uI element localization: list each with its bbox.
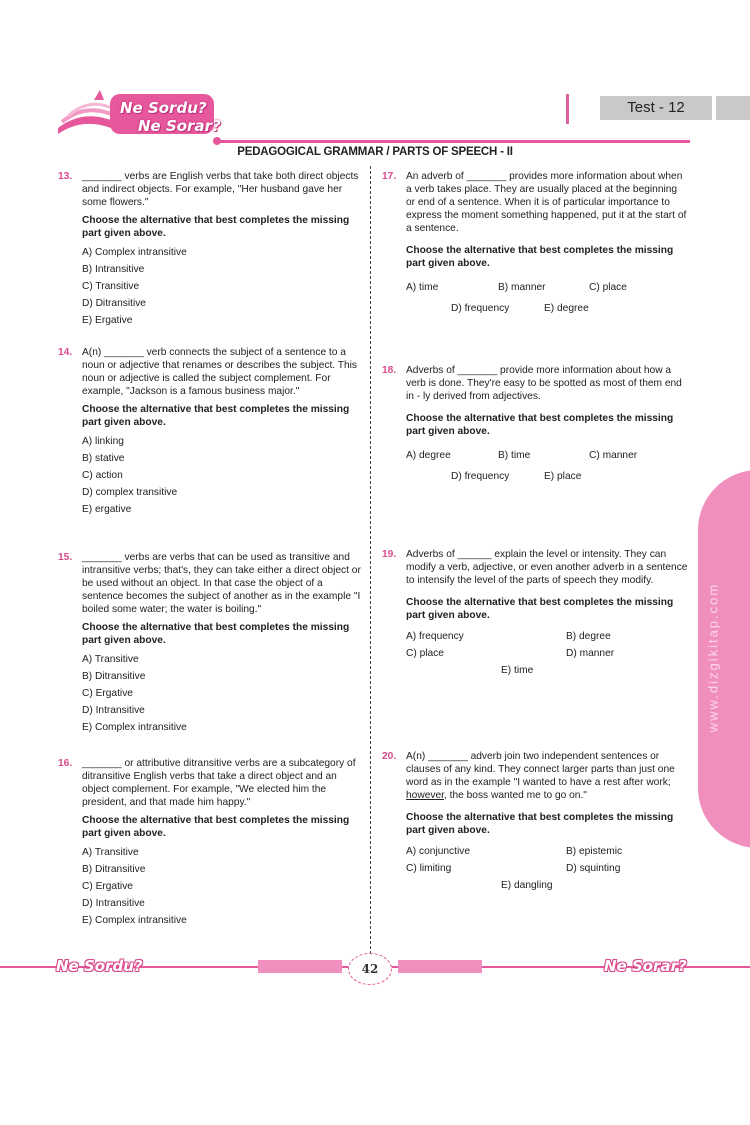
question-prompt: Choose the alternative that best completes the missing part given above.	[406, 812, 674, 836]
question-text-pre: A(n)	[82, 347, 105, 358]
question-text	[82, 757, 364, 809]
question-text-end: , the boss wanted me to go on."	[443, 790, 587, 801]
answer-blank: _______	[466, 171, 507, 182]
answer-options	[82, 433, 364, 518]
option-c[interactable]: C) Transitive	[82, 281, 140, 292]
option-c[interactable]: C) Ergative	[82, 881, 133, 892]
section-title: PEDAGOGICAL GRAMMAR / PARTS OF SPEECH - II	[237, 146, 513, 158]
answer-options	[406, 628, 688, 679]
option-a[interactable]: A) conjunctive	[406, 846, 470, 857]
answer-options	[406, 843, 688, 894]
question-prompt: Choose the alternative that best completes the missing part given above.	[82, 622, 350, 646]
logo-title-line1: Ne Sordu?	[120, 99, 207, 117]
question-text-body: adverb join two independent sentences or clauses of any kind. They connect larger parts than just one word as in the example "I wanted to have a rest after work;	[406, 751, 675, 788]
question-prompt: Choose the alternative that best completes the missing part given above.	[406, 413, 674, 437]
question-text-body: provide more information about how a verb is done. They're easy to be spotted as most of them end in - ly derived from adjectives.	[406, 365, 682, 402]
option-b[interactable]: B) manner	[498, 282, 546, 293]
question-text-pre: An adverb of	[406, 171, 467, 182]
answer-blank: _______	[82, 552, 122, 563]
question-prompt: Choose the alternative that best completes the missing part given above.	[406, 245, 674, 269]
answer-blank: _______	[428, 751, 468, 762]
option-c[interactable]: C) Ergative	[82, 688, 133, 699]
option-d[interactable]: D) complex transitive	[82, 487, 178, 498]
option-e[interactable]: E) dangling	[501, 880, 553, 891]
column-divider	[370, 166, 371, 954]
header-rule	[215, 140, 690, 143]
option-e[interactable]: E) place	[544, 471, 582, 482]
question-text-pre: Adverbs of	[406, 549, 458, 560]
question-15	[58, 551, 364, 736]
side-url-wrapper	[698, 470, 720, 848]
option-d[interactable]: D) Intransitive	[82, 898, 145, 909]
question-text	[406, 750, 688, 802]
question-number: 14.	[58, 347, 73, 358]
question-prompt: Choose the alternative that best completes the missing part given above.	[82, 215, 350, 239]
option-b[interactable]: B) epistemic	[566, 846, 623, 857]
answer-blank: _______	[82, 171, 122, 182]
question-number: 19.	[382, 549, 397, 560]
option-b[interactable]: B) Intransitive	[82, 264, 145, 275]
option-e[interactable]: E) Complex intransitive	[82, 915, 187, 926]
keyword-however: however	[406, 790, 444, 801]
option-a[interactable]: A) linking	[82, 436, 124, 447]
answer-options	[82, 651, 364, 736]
question-text-pre: A(n)	[406, 751, 429, 762]
question-20	[382, 750, 688, 894]
question-text	[406, 170, 688, 235]
question-number: 20.	[382, 751, 397, 762]
option-e[interactable]: E) time	[501, 665, 534, 676]
question-text-body: explain the level or intensity. They can modify a verb, adjective, or even another adverb in a sentence to intensify the level of the parts of speech they modify.	[406, 549, 688, 586]
option-d[interactable]: D) Ditransitive	[82, 298, 146, 309]
question-19	[382, 548, 688, 679]
header-separator	[566, 94, 569, 124]
option-d[interactable]: D) manner	[566, 648, 615, 659]
option-b[interactable]: B) degree	[566, 631, 611, 642]
footer-left-logo: Ne Sordu?	[56, 957, 143, 975]
question-text-body: or attributive ditransitive verbs are a subcategory of ditransitive English verbs that take a direct object and an object complement. For example, "We elected him the president, and that made him happy."	[82, 758, 356, 808]
question-text-body: verbs are English verbs that take both direct objects and indirect objects. For example, "Her husband gave her some flowers."	[82, 171, 359, 208]
answer-blank: _______	[104, 347, 144, 358]
option-c[interactable]: C) manner	[589, 450, 638, 461]
page-number: 42	[348, 953, 392, 985]
option-c[interactable]: C) action	[82, 470, 123, 481]
question-text	[406, 548, 688, 587]
side-url: www.dizgikitap.com	[705, 582, 721, 733]
question-number: 13.	[58, 171, 73, 182]
test-label: Test - 12	[600, 96, 712, 120]
option-c[interactable]: C) place	[406, 648, 444, 659]
option-d[interactable]: D) squinting	[566, 863, 621, 874]
answer-options	[406, 447, 688, 485]
option-b[interactable]: B) time	[498, 450, 531, 461]
answer-blank: ______	[457, 549, 492, 560]
question-text-body: provides more information about when a verb takes place. They are usually placed at the beginning or end of a sentence. When it is of particular importance to express the moment something happened, put it at the start of a sentence.	[406, 171, 687, 234]
question-prompt: Choose the alternative that best completes the missing part given above.	[406, 597, 674, 621]
option-e[interactable]: E) Ergative	[82, 315, 133, 326]
option-e[interactable]: E) ergative	[82, 504, 132, 515]
question-text-body: verb connects the subject of a sentence to a noun or adjective that renames or describes the subject. This noun or adjective is called the subject complement. For example, "Jackson is a famous business major."	[82, 347, 358, 397]
question-text	[82, 170, 364, 209]
test-tab-extension	[716, 96, 750, 120]
answer-options	[406, 279, 688, 317]
answer-options	[82, 844, 364, 929]
answer-options	[82, 244, 364, 329]
question-number: 17.	[382, 171, 397, 182]
option-a[interactable]: A) frequency	[406, 631, 464, 642]
question-text	[82, 346, 364, 398]
option-a[interactable]: A) Transitive	[82, 654, 139, 665]
question-prompt: Choose the alternative that best completes the missing part given above.	[82, 815, 350, 839]
option-e[interactable]: E) degree	[544, 303, 589, 314]
question-16	[58, 757, 364, 929]
option-a[interactable]: A) Complex intransitive	[82, 247, 187, 258]
answer-blank: _______	[82, 758, 122, 769]
option-a[interactable]: A) Transitive	[82, 847, 139, 858]
option-d[interactable]: D) frequency	[451, 303, 510, 314]
footer-left-bar	[258, 960, 342, 973]
option-a[interactable]: A) degree	[406, 450, 451, 461]
question-number: 18.	[382, 365, 397, 376]
question-prompt: Choose the alternative that best completes the missing part given above.	[82, 404, 350, 428]
question-text-body: verbs are verbs that can be used as transitive and intransitive verbs; that's, they can take either a direct object or be used without an object. In that case the object of a sentence becomes the subject of another as in the example "I boiled some water; the water is boiling."	[82, 552, 361, 615]
question-number: 16.	[58, 758, 73, 769]
footer-right-bar	[398, 960, 482, 973]
question-13	[58, 170, 364, 329]
footer-right-logo: Ne Sorar?	[604, 957, 687, 975]
option-a[interactable]: A) time	[406, 282, 439, 293]
question-14	[58, 346, 364, 518]
question-number: 15.	[58, 552, 73, 563]
option-c[interactable]: C) limiting	[406, 863, 452, 874]
option-c[interactable]: C) place	[589, 282, 627, 293]
question-text-pre: Adverbs of	[406, 365, 458, 376]
option-e[interactable]: E) Complex intransitive	[82, 722, 187, 733]
logo-title-line2: Ne Sorar?	[138, 117, 221, 135]
question-text	[82, 551, 364, 616]
question-18	[382, 364, 688, 485]
question-text	[406, 364, 688, 403]
option-b[interactable]: B) stative	[82, 453, 125, 464]
option-b[interactable]: B) Ditransitive	[82, 671, 146, 682]
answer-blank: _______	[457, 365, 498, 376]
option-d[interactable]: D) Intransitive	[82, 705, 145, 716]
option-d[interactable]: D) frequency	[451, 471, 510, 482]
question-17	[382, 170, 688, 317]
option-b[interactable]: B) Ditransitive	[82, 864, 146, 875]
